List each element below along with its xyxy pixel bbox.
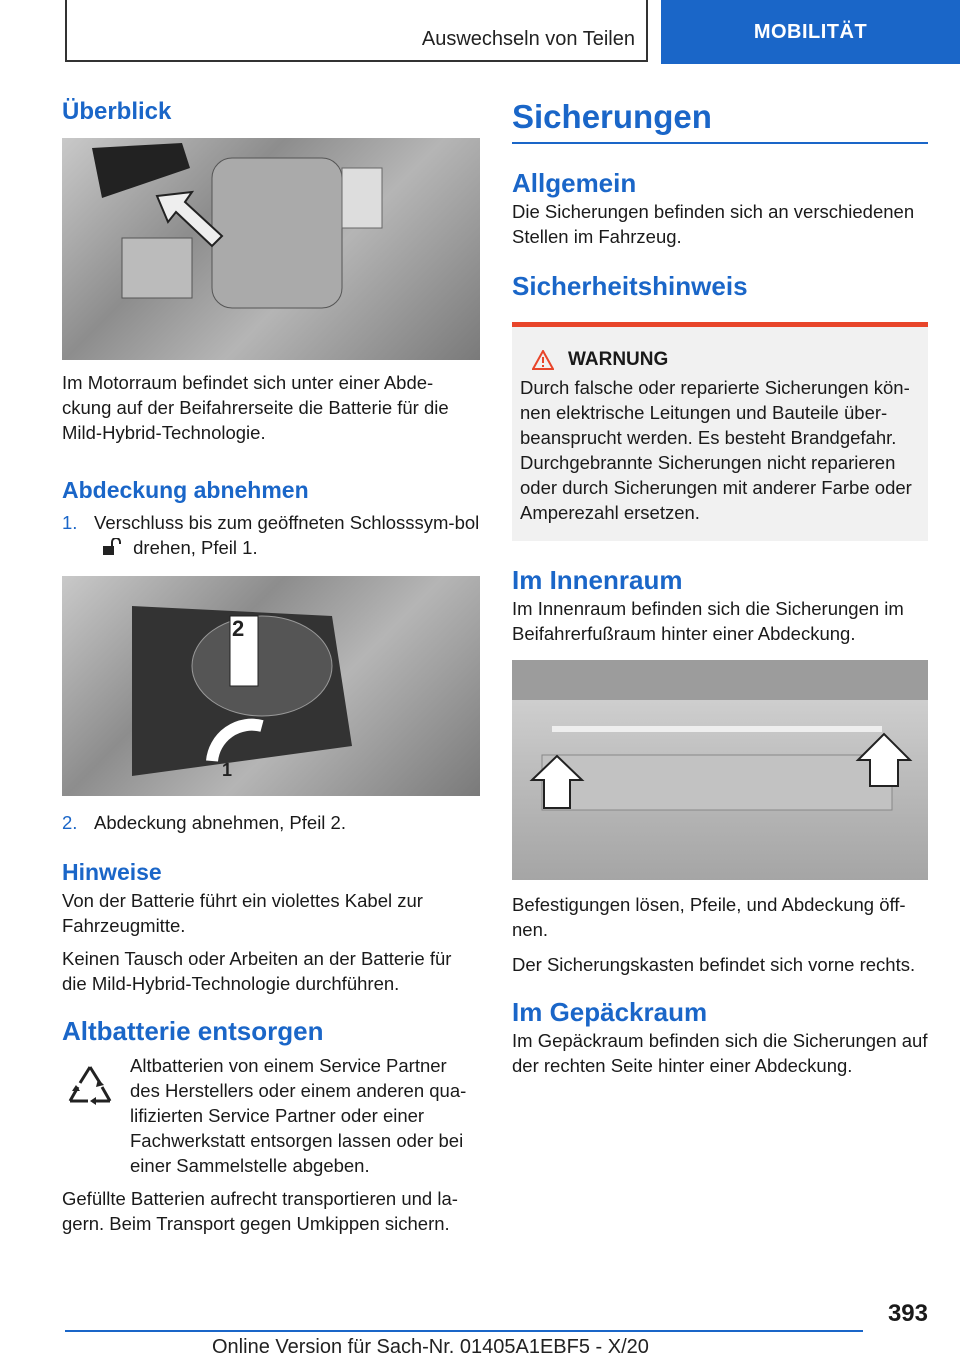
step-1-number: 1. bbox=[62, 512, 78, 533]
step-2-text: Abdeckung abnehmen, Pfeil 2. bbox=[94, 812, 346, 833]
trunk-text: Im Gepäckraum befinden sich die Sicherungen auf der rechten Seite hinter einer Abdeckung. bbox=[512, 1030, 928, 1076]
notes-heading: Hinweise bbox=[62, 859, 162, 885]
trunk-heading: Im Gepäckraum bbox=[512, 997, 708, 1027]
header-section-title: Auswechseln von Teilen bbox=[421, 28, 635, 50]
overview-text: Im Motorraum befindet sich unter einer Abde‐ckung auf der Beifahrerseite die Batterie für die Mild-Hybrid-Technologie. bbox=[62, 372, 449, 443]
interior-fuse-image bbox=[512, 660, 928, 880]
step-1-text: Verschluss bis zum geöffneten Schlosssym‐bol bbox=[94, 512, 480, 533]
safety-heading: Sicherheitshinweis bbox=[512, 271, 748, 301]
right-column bbox=[512, 98, 928, 1078]
general-text: Die Sicherungen befinden sich an verschiedenen Stellen im Fahrzeug. bbox=[512, 201, 915, 247]
warning-text: Durch falsche oder reparierte Sicherungen kön‐nen elektrische Leitungen und Bauteile über‐beansprucht werden. Es besteht Brandgefahr. Durchgebrannte Sicherungen nicht reparieren oder durch Sicherungen mit anderer Farbe oder Amperezahl ersetzen. bbox=[520, 377, 912, 523]
overview-heading: Überblick bbox=[62, 98, 172, 125]
warning-title: WARNUNG bbox=[568, 349, 669, 370]
disposal-paragraph-2: Gefüllte Batterien aufrecht transportieren und la‐gern. Beim Transport gegen Umkippen sichern. bbox=[62, 1188, 458, 1234]
warning-triangle-icon bbox=[532, 350, 554, 370]
step-1 bbox=[62, 510, 480, 560]
interior-caption: Befestigungen lösen, Pfeile, und Abdeckung öff‐nen. bbox=[512, 894, 906, 940]
interior-location-text: Der Sicherungskasten befindet sich vorne rechts. bbox=[512, 954, 916, 975]
header-tab-mobility[interactable]: MOBILITÄT bbox=[661, 0, 960, 64]
recycle-icon bbox=[62, 1053, 130, 1178]
remove-heading: Abdeckung abnehmen bbox=[62, 477, 309, 503]
engine-bay-image bbox=[62, 138, 480, 360]
arrow-2-label: 2 bbox=[232, 616, 245, 641]
disposal-heading: Altbatterie entsorgen bbox=[62, 1016, 324, 1046]
notes-paragraph-1: Von der Batterie führt ein violettes Kabel zur Fahrzeugmitte. bbox=[62, 890, 423, 936]
footer-divider bbox=[65, 1330, 863, 1332]
interior-heading: Im Innenraum bbox=[512, 565, 683, 595]
battery-cover-image bbox=[62, 576, 480, 796]
interior-text: Im Innenraum befinden sich die Sicherungen im Beifahrerfußraum hinter einer Abdeckung. bbox=[512, 598, 904, 644]
page-number: 393 bbox=[887, 1300, 928, 1327]
lock-open-icon bbox=[100, 538, 122, 556]
arrow-1-label: 1 bbox=[222, 760, 233, 780]
general-heading: Allgemein bbox=[512, 168, 637, 198]
notes-paragraph-2: Keinen Tausch oder Arbeiten an der Batterie für die Mild-Hybrid-Technologie durchführen. bbox=[62, 948, 452, 994]
warning-box bbox=[512, 322, 928, 541]
disposal-paragraph-1: Altbatterien von einem Service Partner des Herstellers oder einem anderen qua‐lifizierten Service Partner oder einer Fachwerkstatt entsorgen lassen oder bei einer Sammelstelle abgeben. bbox=[130, 1055, 467, 1176]
step-2 bbox=[62, 810, 480, 835]
disposal-block bbox=[62, 1053, 480, 1178]
fuses-heading: Sicherungen bbox=[512, 98, 928, 144]
footer-text: Online Version für Sach-Nr. 01405A1EBF5 - X/20 bbox=[212, 1336, 649, 1358]
step-1-text-end: drehen, Pfeil 1. bbox=[133, 537, 258, 558]
step-2-number: 2. bbox=[62, 812, 78, 833]
left-column bbox=[62, 98, 480, 1236]
